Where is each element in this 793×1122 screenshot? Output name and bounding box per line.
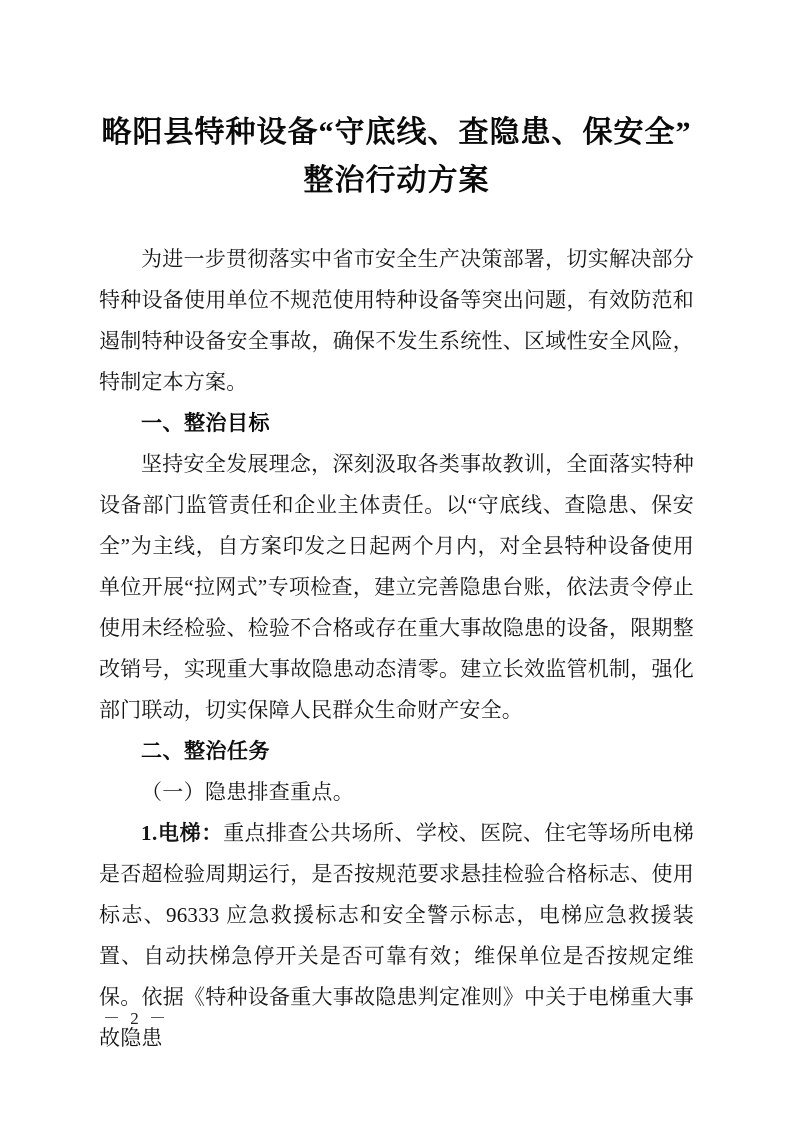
intro-paragraph: 为进一步贯彻落实中省市安全生产决策部署，切实解决部分特种设备使用单位不规范使用特种设备等突出问题，有效防范和遏制特种设备安全事故，确保不发生系统性、区域性安全风险，特制定本方案。 xyxy=(99,247,694,394)
item-1-paragraph xyxy=(99,813,694,1059)
document-title xyxy=(99,109,694,205)
document-title-line1: 略阳县特种设备“守底线、查隐患、保安全” xyxy=(101,116,692,149)
section-1-paragraph: 坚持安全发展理念，深刻汲取各类事故教训，全面落实特种设备部门监管责任和企业主体责任。以“守底线、查隐患、保安全”为主线，自方案印发之日起两个月内，对全县特种设备使用单位开展“拉网式”专项检查，建立完善隐患台账，依法责令停止使用未经检验、检验不合格或存在重大事故隐患的设备，限期整改销号，实现重大事故隐患动态清零。建立长效监管机制，强化部门联动，切实保障人民群众生命财产安全。 xyxy=(99,452,694,722)
item-1-lead: 1.电梯： xyxy=(141,821,224,845)
item-1-text: 重点排查公共场所、学校、医院、住宅等场所电梯是否超检验周期运行，是否按规范要求悬挂检验合格标志、使用标志、96333 应急救援标志和安全警示标志，电梯应急救援装置、自动扶梯急停开关是否可靠有效；维保单位是否按规定维保。依据《特种设备重大事故隐患判定准则》中关于电梯重大事故隐患 xyxy=(99,821,694,1050)
page-number: － 2 － xyxy=(103,1009,169,1028)
section-1-heading: 一、整治目标 xyxy=(141,412,270,435)
section-2-subheading: （一）隐患排查重点。 xyxy=(141,780,354,804)
section-2-heading: 二、整治任务 xyxy=(141,740,270,763)
document-title-line2: 整治行动方案 xyxy=(303,164,490,197)
